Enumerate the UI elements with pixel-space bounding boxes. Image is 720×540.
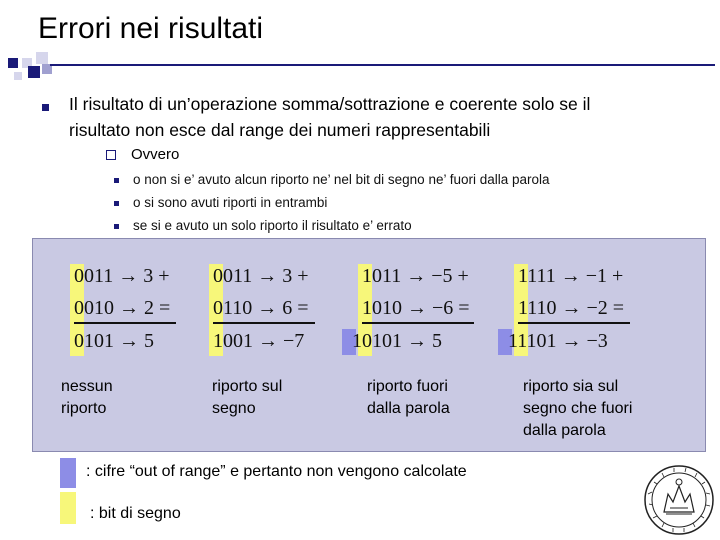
title-divider [50, 64, 715, 66]
operand-1: 1011 → −5 + [362, 265, 469, 287]
example-label: riporto sul segno [212, 378, 283, 417]
operand-1: 0011 → 3 + [74, 265, 170, 287]
operand-1: 0011 → 3 + [213, 265, 309, 287]
result: 0101 → 5 [74, 330, 154, 352]
sub-bullet-text: Ovvero [131, 146, 180, 163]
sign-bit-legend-swatch [60, 492, 76, 524]
operand-2: 0010 → 2 = [74, 297, 171, 319]
sum-underline [213, 322, 315, 324]
operand-2: 1110 → −2 = [518, 297, 625, 319]
sum-underline [362, 322, 474, 324]
result: 1001 → −7 [213, 330, 305, 352]
result: 11101 → −3 [508, 330, 608, 352]
operand-2: 1010 → −6 = [362, 297, 470, 319]
sub-item: o non si e’ avuto alcun riporto ne’ nel bit di segno ne’ fuori dalla parola [133, 172, 550, 187]
operand-2: 0110 → 6 = [213, 297, 309, 319]
small-bullet-icon [114, 224, 119, 229]
sign-bit-legend-text: : bit di segno [90, 505, 181, 522]
example-label: nessun riporto [61, 378, 113, 417]
sum-underline [74, 322, 176, 324]
bullet-square-icon [42, 104, 49, 111]
main-bullet-line1: Il risultato di un’operazione somma/sottrazione e coerente solo se il [69, 94, 591, 114]
small-bullet-icon [114, 178, 119, 183]
example-label: riporto fuori dalla parola [367, 378, 450, 417]
hollow-square-bullet-icon [106, 150, 116, 160]
out-of-range-legend-text: : cifre “out of range” e pertanto non vengono calcolate [86, 463, 467, 480]
operand-1: 1111 → −1 + [518, 265, 624, 287]
sum-underline [518, 322, 630, 324]
sub-item: o si sono avuti riporti in entrambi [133, 195, 328, 210]
example-label: riporto sia sul segno che fuori dalla parola [523, 378, 633, 439]
out-of-range-legend-swatch [60, 458, 76, 488]
main-bullet-line2: risultato non esce dal range dei numeri rappresentabili [69, 120, 491, 140]
university-seal-logo [640, 464, 718, 536]
page-title: Errori nei risultati [38, 12, 264, 45]
result: 10101 → 5 [352, 330, 442, 352]
sub-item: se si e avuto un solo riporto il risultato e’ errato [133, 218, 412, 233]
small-bullet-icon [114, 201, 119, 206]
